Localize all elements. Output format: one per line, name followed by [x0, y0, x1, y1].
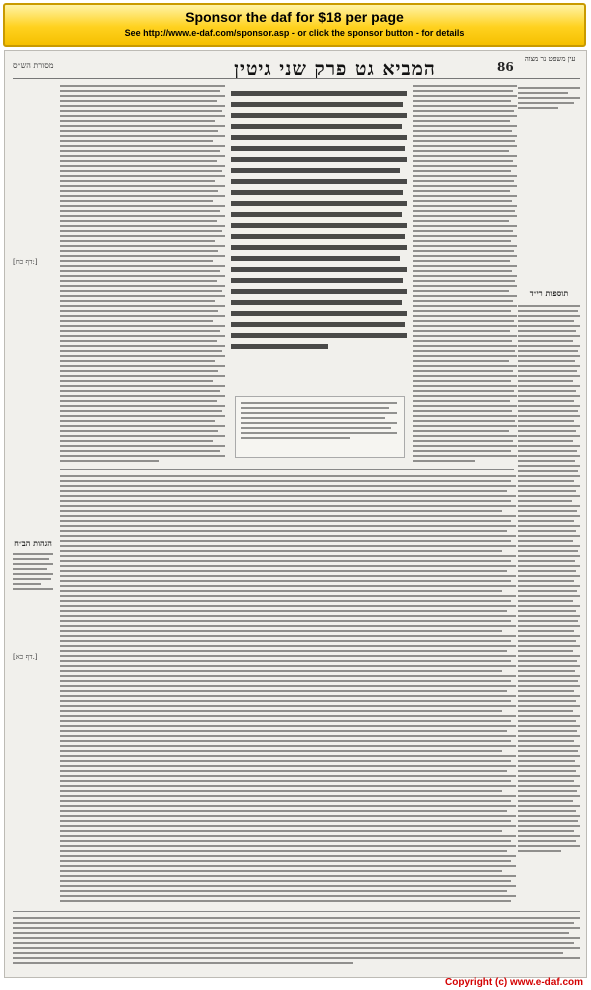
masores-hashas-column: [13, 83, 53, 969]
right-header: עין משפט נר מצוה: [524, 55, 576, 63]
ein-mishpat-text: [518, 87, 580, 147]
hagahos-heading: הגהות הב״ח: [14, 538, 52, 548]
footnotes-text: [13, 917, 580, 969]
gemara-text: [231, 91, 407, 391]
tosafos-rid-heading: תוספות רי״ד: [529, 288, 569, 298]
ein-mishpat-column: [518, 83, 580, 969]
sponsor-title[interactable]: Sponsor the daf for $18 per page: [185, 9, 404, 25]
side-note: [דף כח:]: [13, 258, 38, 266]
page-number: 86: [497, 60, 514, 74]
commentary-text: [60, 475, 516, 905]
rashi-column: [413, 85, 517, 465]
footer-divider: [13, 911, 580, 912]
sponsor-banner[interactable]: [3, 3, 586, 47]
copyright-link[interactable]: Copyright (c) www.e-daf.com: [445, 977, 583, 988]
gloss-text: [241, 402, 397, 452]
section-divider: [60, 469, 514, 470]
tosafos-rid-text: [518, 305, 580, 965]
hagahos-text: [13, 553, 53, 623]
left-header: מסורת הש״ס: [13, 61, 54, 70]
header-rule: [13, 78, 580, 79]
side-note: [דף כא.]: [13, 653, 38, 661]
tosafos-column: [60, 85, 225, 465]
sponsor-details-link[interactable]: See http://www.e-daf.com/sponsor.asp - or click the sponsor button - for details: [124, 28, 465, 38]
talmud-page-scan: [4, 50, 587, 978]
page-header-title: המביא גט פרק שני גיטין: [234, 58, 436, 80]
